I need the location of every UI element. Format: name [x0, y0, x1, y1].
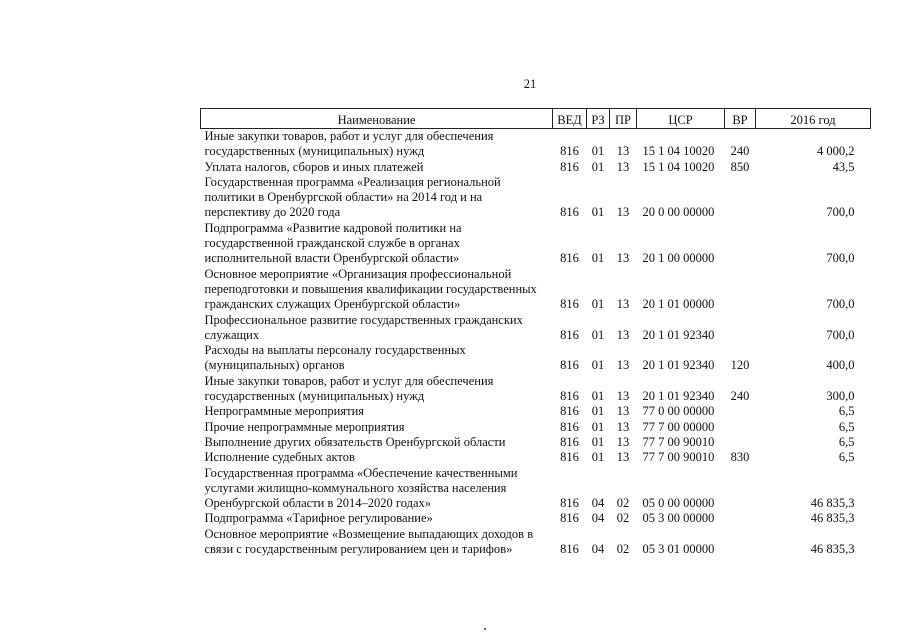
cell-name: [201, 313, 553, 344]
header-ved: ВЕД: [553, 109, 587, 129]
cell-name: [201, 466, 553, 512]
cell-vr: 240: [730, 144, 750, 159]
cell-csr: 20 1 01 00000: [642, 297, 715, 312]
cell-amount: 6,5: [838, 419, 855, 434]
cell-rz: 01: [591, 404, 605, 419]
cell-vr: [725, 175, 756, 221]
scan-mark: [484, 628, 486, 630]
cell-csr: 15 1 04 10020: [642, 159, 715, 174]
cell-rz: 04: [591, 496, 605, 511]
cell-ved: 816: [560, 404, 579, 419]
cell-pr: 13: [616, 404, 630, 419]
cell-pr: 13: [616, 205, 630, 220]
table-row: [201, 527, 871, 558]
cell-amount: 300,0: [826, 389, 855, 404]
cell-amount: 700,0: [826, 205, 855, 220]
cell-amount: 700,0: [826, 297, 855, 312]
header-csr: ЦСР: [637, 109, 725, 129]
cell-vr: [725, 527, 756, 558]
cell-ved: 816: [560, 205, 579, 220]
cell-rz: 01: [591, 450, 605, 465]
table-row: [201, 175, 871, 221]
cell-vr: [725, 435, 756, 450]
cell-amount: 4 000,2: [817, 144, 855, 159]
cell-rz: 01: [591, 159, 605, 174]
page-number: 21: [523, 77, 537, 91]
cell-pr: 13: [616, 450, 630, 465]
cell-name: [201, 404, 553, 419]
cell-vr: 830: [730, 450, 750, 465]
cell-pr: 13: [616, 144, 630, 159]
cell-pr: 13: [616, 358, 630, 373]
cell-name: [201, 527, 553, 558]
cell-name: [201, 450, 553, 465]
header-year: 2016 год: [756, 109, 871, 129]
cell-pr: 13: [616, 251, 630, 266]
row-title: Государственная программа «Реализация региональной политики в Оренбургской области» на 2014 год и на перспективу до 2020 года: [204, 174, 501, 220]
cell-vr: [725, 404, 756, 419]
cell-ved: 816: [560, 434, 579, 449]
row-title: Основное мероприятие «Возмещение выпадающих доходов в связи с государственным регулированием цен и тарифов»: [204, 526, 534, 557]
row-title: Расходы на выплаты персоналу государственных (муниципальных) органов: [204, 343, 466, 373]
cell-ved: 816: [560, 358, 579, 373]
cell-csr: 77 7 00 90010: [642, 450, 715, 465]
cell-ved: 816: [560, 251, 579, 266]
cell-pr: 02: [616, 496, 630, 511]
cell-pr: 02: [616, 542, 630, 557]
row-title: Профессиональное развитие государственных гражданских служащих: [204, 312, 523, 342]
table-row: [201, 313, 871, 344]
cell-csr: 77 0 00 00000: [642, 404, 715, 419]
cell-rz: 01: [591, 297, 605, 312]
row-title: Уплата налогов, сборов и иных платежей: [204, 159, 424, 174]
cell-name: [201, 435, 553, 450]
table-header: [201, 109, 871, 129]
cell-csr: 20 1 00 00000: [642, 251, 715, 266]
cell-ved: 816: [560, 496, 579, 511]
cell-ved: 816: [560, 450, 579, 465]
table-row: [201, 221, 871, 267]
cell-pr: 13: [616, 419, 630, 434]
cell-pr: 13: [616, 434, 630, 449]
cell-ved: 816: [560, 327, 579, 342]
cell-pr: 02: [616, 511, 630, 526]
cell-csr: 77 7 00 00000: [642, 419, 715, 434]
cell-vr: 240: [730, 389, 750, 404]
cell-pr: 13: [616, 327, 630, 342]
row-title: Непрограммные мероприятия: [204, 404, 365, 419]
row-title: Государственная программа «Обеспечение качественными услугами жилищно-коммунального хозяйства населения Оренбургской области в 2014–2020 годах»: [204, 465, 518, 511]
cell-amount: 46 835,3: [810, 496, 855, 511]
cell-vr: 120: [730, 358, 750, 373]
table-body: [201, 129, 871, 558]
cell-rz: 01: [591, 205, 605, 220]
cell-amount: 6,5: [838, 434, 855, 449]
cell-name: [201, 160, 553, 175]
cell-name: [201, 374, 553, 405]
cell-pr: 13: [616, 297, 630, 312]
table-row: [201, 129, 871, 160]
row-title: Подпрограмма «Тарифное регулирование»: [204, 511, 433, 526]
row-title: Иные закупки товаров, работ и услуг для обеспечения государственных (муниципальных) нужд: [204, 129, 494, 159]
cell-rz: 04: [591, 542, 605, 557]
cell-csr: 05 0 00 00000: [642, 496, 715, 511]
row-title: Подпрограмма «Развитие кадровой политики на государственной гражданской службе в органах исполнительной власти Оренбургской области»: [204, 220, 462, 266]
cell-name: [201, 267, 553, 313]
cell-name: [201, 343, 553, 374]
header-row: [201, 109, 871, 129]
cell-csr: 05 3 01 00000: [642, 542, 715, 557]
cell-rz: 01: [591, 434, 605, 449]
table-row: [201, 466, 871, 512]
cell-ved: 816: [560, 389, 579, 404]
cell-csr: 05 3 00 00000: [642, 511, 715, 526]
row-title: Основное мероприятие «Организация профессиональной переподготовки и повышения квалификации государственных гражданских служащих Оренбургской области»: [204, 266, 537, 312]
cell-ved: 816: [560, 511, 579, 526]
cell-ved: 816: [560, 159, 579, 174]
cell-name: [201, 511, 553, 526]
cell-rz: 04: [591, 511, 605, 526]
cell-name: [201, 129, 553, 160]
cell-rz: 01: [591, 358, 605, 373]
cell-amount: 6,5: [838, 450, 855, 465]
table-row: [201, 160, 871, 175]
cell-vr: [725, 420, 756, 435]
row-title: Иные закупки товаров, работ и услуг для обеспечения государственных (муниципальных) нужд: [204, 373, 494, 404]
cell-pr: 13: [616, 389, 630, 404]
cell-ved: 816: [560, 144, 579, 159]
cell-rz: 01: [591, 389, 605, 404]
cell-vr: [725, 313, 756, 344]
cell-amount: 700,0: [826, 251, 855, 266]
table-row: [201, 450, 871, 465]
cell-csr: 20 1 01 92340: [642, 358, 715, 373]
cell-name: [201, 420, 553, 435]
header-rz: РЗ: [587, 109, 610, 129]
cell-amount: 46 835,3: [810, 511, 855, 526]
header-name: Наименование: [201, 109, 553, 129]
table-row: [201, 435, 871, 450]
header-pr: ПР: [610, 109, 637, 129]
cell-vr: [725, 511, 756, 526]
cell-csr: 77 7 00 90010: [642, 434, 715, 449]
cell-ved: 816: [560, 542, 579, 557]
cell-amount: 400,0: [826, 358, 855, 373]
cell-ved: 816: [560, 297, 579, 312]
table-row: [201, 267, 871, 313]
cell-rz: 01: [591, 327, 605, 342]
table-row: [201, 404, 871, 419]
row-title: Исполнение судебных актов: [204, 450, 355, 465]
cell-ved: 816: [560, 419, 579, 434]
cell-pr: 13: [616, 159, 630, 174]
table-row: [201, 343, 871, 374]
budget-table: [200, 108, 871, 557]
cell-csr: 20 0 00 00000: [642, 205, 715, 220]
cell-rz: 01: [591, 251, 605, 266]
row-title: Выполнение других обязательств Оренбургской области: [204, 434, 506, 449]
cell-vr: [725, 267, 756, 313]
cell-name: [201, 175, 553, 221]
cell-vr: 850: [730, 159, 750, 174]
cell-name: [201, 221, 553, 267]
cell-amount: 6,5: [838, 404, 855, 419]
cell-vr: [725, 466, 756, 512]
header-vr: ВР: [725, 109, 756, 129]
table-row: [201, 420, 871, 435]
cell-amount: 43,5: [832, 159, 855, 174]
cell-amount: 46 835,3: [810, 542, 855, 557]
cell-amount: 700,0: [826, 327, 855, 342]
row-title: Прочие непрограммные мероприятия: [204, 419, 405, 434]
cell-vr: [725, 221, 756, 267]
cell-rz: 01: [591, 144, 605, 159]
table-row: [201, 374, 871, 405]
cell-csr: 20 1 01 92340: [642, 327, 715, 342]
cell-csr: 20 1 01 92340: [642, 389, 715, 404]
cell-rz: 01: [591, 419, 605, 434]
cell-csr: 15 1 04 10020: [642, 144, 715, 159]
table-row: [201, 511, 871, 526]
